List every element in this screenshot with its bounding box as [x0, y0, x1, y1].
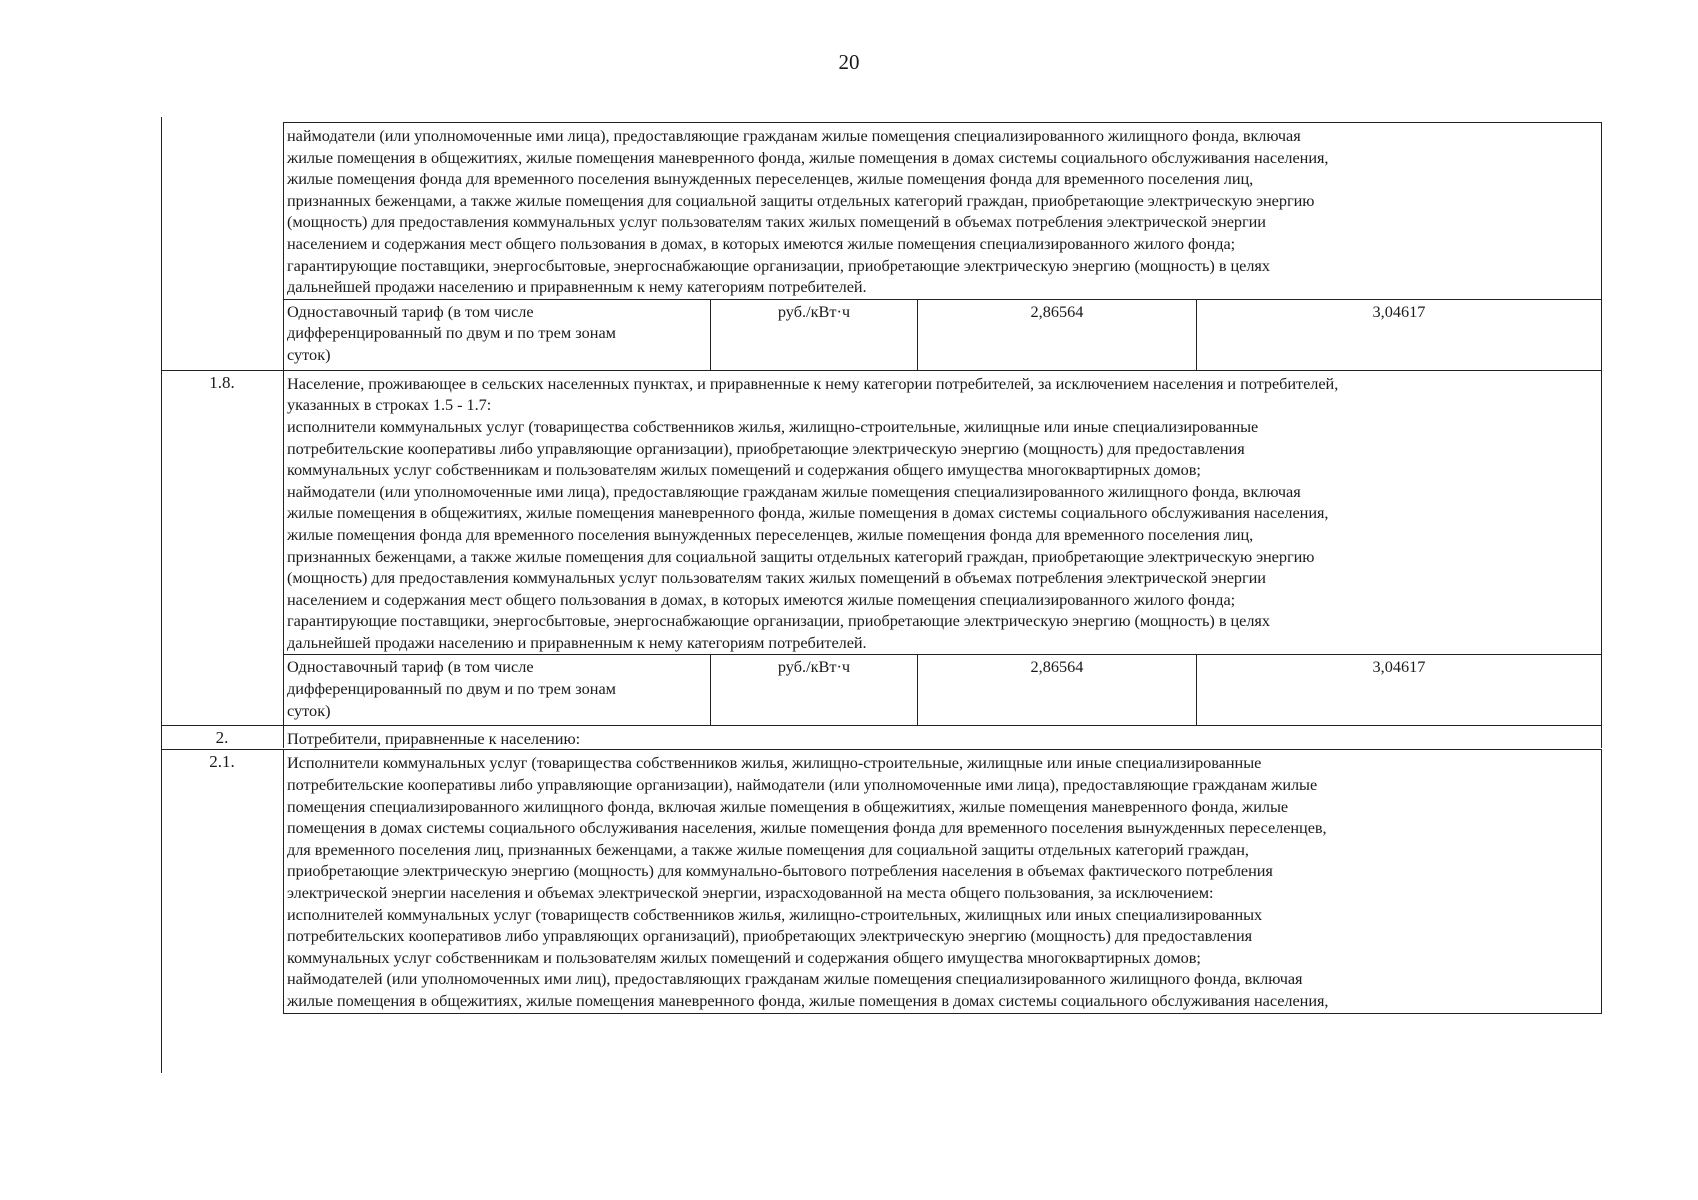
tariff-name: [284, 300, 711, 370]
text-line: электрической энергии населения и объемах электрической энергии, израсходованной на места общего пользования, за исключением:: [287, 883, 1214, 903]
tariff-name-line: Одноставочный тариф (в том числе: [287, 301, 534, 321]
text-line: Исполнители коммунальных услуг (товарищества собственников жилья, жилищно-строительные, жилищные или иные специализированные: [287, 753, 1262, 773]
table-row: [161, 726, 1602, 750]
text-line: жилые помещения фонда для временного поселения вынужденных переселенцев, жилые помещения фонда для временного поселения лиц,: [287, 169, 1254, 189]
text-line: указанных в строках 1.5 - 1.7:: [287, 395, 492, 415]
text-line: коммунальных услуг собственникам и пользователям жилых помещений и содержания общего имущества многоквартирных домов;: [287, 460, 1201, 480]
text-line: потребительские кооперативы либо управляющие организации), приобретающие электрическую энергию (мощность) для предоставления: [287, 438, 1245, 458]
tariff-name: [284, 655, 711, 725]
text-line: признанных беженцами, а также жилые помещения для социальной защиты отдельных категорий граждан, приобретающие электрическую энергию: [287, 190, 1315, 210]
text-line: коммунальных услуг собственникам и пользователям жилых помещений и содержания общего имущества многоквартирных домов;: [287, 947, 1201, 967]
text-line: признанных беженцами, а также жилые помещения для социальной защиты отдельных категорий граждан, приобретающие электрическую энергию: [287, 546, 1315, 566]
tariff-name-line: дифференцированный по двум и по трем зонам: [287, 323, 616, 343]
tariff-name-line: Одноставочный тариф (в том числе: [287, 657, 534, 677]
text-line: наймодателей (или уполномоченных ими лиц), предоставляющих гражданам жилые помещения специализированного жилищного фонда, включая: [287, 969, 1303, 989]
row-description: [284, 123, 1601, 299]
tariff-name-line: суток): [287, 344, 331, 364]
row-content: [283, 750, 1602, 1013]
text-line: жилые помещения в общежитиях, жилые помещения маневренного фонда, жилые помещения в домах системы социального обслуживания населения,: [287, 991, 1329, 1010]
text-line: помещения в домах системы социального обслуживания населения, жилые помещения фонда для временного поселения вынужденных переселенцев,: [287, 818, 1327, 838]
text-line: Население, проживающее в сельских населенных пунктах, и приравненные к нему категории потребителей, за исключением населения и потребителей,: [287, 373, 1339, 393]
text-line: дальнейшей продажи населению и приравненным к нему категориям потребителей.: [287, 277, 867, 297]
text-line: жилые помещения фонда для временного поселения вынужденных переселенцев, жилые помещения фонда для временного поселения лиц,: [287, 524, 1254, 544]
tariff-value-first-half: 2,86564: [918, 300, 1197, 370]
tariff-table: [161, 122, 1602, 1014]
tariff-value-second-half: 3,04617: [1372, 657, 1426, 677]
row-content: [283, 371, 1602, 726]
page-number: 20: [838, 50, 860, 74]
text-line: Потребители, приравненные к населению:: [287, 729, 581, 749]
row-description: [284, 726, 1601, 751]
table-row: [161, 750, 1602, 1013]
text-line: (мощность) для предоставления коммунальных услуг пользователям таких жилых помещений в объемах потребления электрической энергии: [287, 212, 1266, 232]
text-line: помещения специализированного жилищного фонда, включая жилые помещения в общежитиях, жилые помещения маневренного фонда, жилые: [287, 796, 1289, 816]
row-number: 2.1.: [209, 752, 235, 772]
text-line: для временного поселения лиц, признанных беженцами, а также жилые помещения для социальной защиты отдельных категорий граждан,: [287, 839, 1249, 859]
tariff-value-first-half: 2,86564: [918, 655, 1197, 725]
text-line: жилые помещения в общежитиях, жилые помещения маневренного фонда, жилые помещения в домах системы социального обслуживания населения,: [287, 147, 1329, 167]
tariff-name-line: суток): [287, 700, 331, 720]
text-line: исполнителей коммунальных услуг (товариществ собственников жилья, жилищно-строительных, жилищных или иных специализированных: [287, 904, 1263, 924]
text-line: гарантирующие поставщики, энергосбытовые, энергоснабжающие организации, приобретающие электрическую энергию (мощность) в целях: [287, 255, 1270, 275]
tariff-name-line: дифференцированный по двум и по трем зонам: [287, 679, 616, 699]
text-line: потребительских кооперативов либо управляющих организаций), приобретающих электрическую энергию (мощность) для предоставления: [287, 926, 1253, 946]
tariff-value-second-half: 3,04617: [1372, 301, 1426, 321]
row-description: [284, 371, 1601, 655]
text-line: исполнители коммунальных услуг (товарищества собственников жилья, жилищно-строительные, жилищные или иные специализированные: [287, 416, 1259, 436]
table-row: [161, 371, 1602, 727]
row-content: [283, 122, 1602, 370]
row-number: [161, 122, 283, 370]
text-line: наймодатели (или уполномоченные ими лица), предоставляющие гражданам жилые помещения специализированного жилищного фонда, включая: [287, 126, 1301, 145]
row-content: [283, 726, 1602, 748]
text-line: дальнейшей продажи населению и приравненным к нему категориям потребителей.: [287, 632, 867, 652]
text-line: жилые помещения в общежитиях, жилые помещения маневренного фонда, жилые помещения в домах системы социального обслуживания населения,: [287, 503, 1329, 523]
text-line: населением и содержания мест общего пользования в домах, в которых имеются жилые помещения специализированного жилого фонда;: [287, 589, 1236, 609]
text-line: потребительские кооперативы либо управляющие организации), наймодатели (или уполномоченные ими лица), предоставляющие гражданам жилые: [287, 775, 1318, 795]
tariff-row: [284, 299, 1601, 370]
row-number: 2.: [215, 728, 229, 748]
text-line: гарантирующие поставщики, энергосбытовые, энергоснабжающие организации, приобретающие электрическую энергию (мощность) в целях: [287, 611, 1270, 631]
tariff-unit: руб./кВт·ч: [711, 655, 918, 725]
text-line: населением и содержания мест общего пользования в домах, в которых имеются жилые помещения специализированного жилого фонда;: [287, 233, 1236, 253]
tariff-unit: руб./кВт·ч: [711, 300, 918, 370]
table-row: [161, 122, 1602, 371]
text-line: наймодатели (или уполномоченные ими лица), предоставляющие гражданам жилые помещения специализированного жилищного фонда, включая: [287, 481, 1301, 501]
text-line: приобретающие электрическую энергию (мощность) для коммунально-бытового потребления населения в объемах фактического потребления: [287, 861, 1273, 881]
text-line: (мощность) для предоставления коммунальных услуг пользователям таких жилых помещений в объемах потребления электрической энергии: [287, 568, 1266, 588]
row-description: [284, 750, 1601, 1012]
row-number: 1.8.: [209, 372, 235, 392]
tariff-row: [284, 654, 1601, 725]
